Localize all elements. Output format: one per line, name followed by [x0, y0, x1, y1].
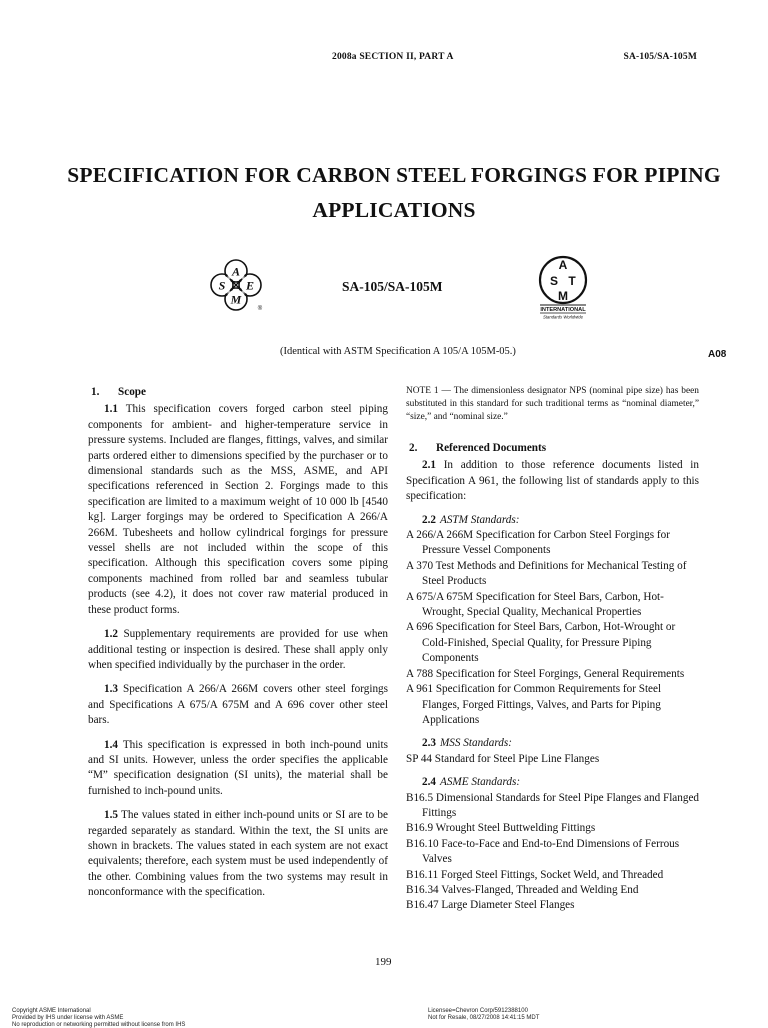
section-number: 2.	[409, 442, 418, 454]
paragraph-text: Supplementary requirements are provided for use when additional testing or inspection is desired. These shall apply only when specified individually by the purchaser in the order.	[88, 628, 388, 671]
subheading-title: ASME Standards:	[439, 776, 521, 789]
subheading-astm-standards	[406, 513, 699, 528]
reference-item: B16.47 Large Diameter Steel Flanges	[406, 899, 575, 912]
astm-tagline: Standards Worldwide	[543, 314, 583, 320]
astm-logo-letter: S	[549, 274, 559, 288]
footer-line: No reproduction or networking permitted without license from IHS	[12, 1021, 186, 1028]
asme-logo-letter: S	[218, 278, 226, 293]
document-title: SPECIFICATION FOR CARBON STEEL FORGINGS FOR PIPING APPLICATIONS	[67, 163, 721, 222]
registered-mark: ®	[257, 306, 263, 312]
paragraph-text: This specification is expressed in both inch-pound units and SI units. However, unless the order specifies the applicable “M” specification designation (SI units), the material shall be furnished to inch-pound units.	[88, 738, 388, 797]
reference-item: B16.11 Forged Steel Fittings, Socket Weld, and Threaded	[406, 868, 664, 881]
paragraph-number: 1.1	[104, 403, 118, 416]
asme-logo-letter: M	[230, 292, 242, 307]
subheading-mss-standards	[406, 736, 699, 751]
asme-logo-icon	[208, 257, 264, 313]
astm-logo-icon	[536, 255, 590, 321]
paragraph-text: This specification covers forged carbon steel piping components for ambient- and higher-temperature service in pressure systems. Included are flanges, fittings, valves, and similar parts ordered either to dimensions specified by the purchaser or to dimensional standards such as the MSS, ASME, and API specifications referenced in Section 2. Forgings made to this specification are limited to a maximum weight of 10 000 lb [4540 kg]. Larger forgings may be ordered to Specification A 266/A 266M. Tubesheets and hollow cylindrical forgings for pressure vessel shells are not included within the scope of this specification. Although this specification covers some piping components machined from rolled bar and seamless tubular products (see 4.2), it does not cover raw material produced in these product forms.	[88, 403, 388, 616]
section-title: Referenced Documents	[436, 442, 547, 454]
paragraph-1-3	[88, 682, 388, 728]
revision-mark: A08	[708, 349, 727, 360]
paragraph-number: 2.4	[422, 776, 436, 789]
footer-line: Copyright ASME International	[12, 1008, 91, 1014]
identical-with-note: (Identical with ASTM Specification A 105/A 105M-05.)	[280, 346, 516, 357]
paragraph-number: 2.3	[422, 737, 436, 750]
astm-logo-letter: M	[558, 289, 568, 303]
reference-item: B16.5 Dimensional Standards for Steel Pipe Flanges and Flanged Fittings	[406, 791, 700, 819]
reference-item: A 696 Specification for Steel Bars, Carbon, Hot-Wrought or Cold-Finished, Special Quality, for Pressure Piping Components	[406, 621, 676, 665]
designation: SA-105/SA-105M	[342, 279, 443, 294]
footer-line: Licensee=Chevron Corp/5912388100	[428, 1008, 528, 1014]
reference-item: SP 44 Standard for Steel Pipe Line Flanges	[406, 752, 600, 765]
reference-item: B16.9 Wrought Steel Buttwelding Fittings	[406, 822, 596, 835]
footer-line: Provided by IHS under license with ASME	[12, 1014, 124, 1021]
asme-logo-letter: E	[245, 278, 255, 293]
section-heading-scope	[91, 385, 388, 400]
paragraph-text: Specification A 266/A 266M covers other steel forgings and Specifications A 675/A 675M and A 696 cover other steel bars.	[88, 683, 389, 727]
paragraph-1-2	[88, 627, 388, 673]
reference-item: A 675/A 675M Specification for Steel Bars, Carbon, Hot-Wrought, Special Quality, Mechanical Properties	[406, 590, 664, 619]
note-1: NOTE 1 — The dimensionless designator NPS (nominal pipe size) has been substituted in this standard for such traditional terms as “nominal diameter,” “size,” and “nominal size.”	[406, 386, 699, 422]
paragraph-number: 1.2	[104, 628, 118, 641]
astm-caption: INTERNATIONAL	[540, 307, 586, 313]
paragraph-1-1	[88, 402, 388, 618]
paragraph-number: 1.5	[104, 809, 118, 822]
page-number: 199	[375, 956, 392, 968]
reference-item: A 961 Specification for Common Requirements for Steel Flanges, Forged Fittings, Valves, and Parts for Piping Applications	[406, 683, 662, 726]
left-column	[88, 385, 388, 910]
footer-copyright	[12, 1008, 185, 1028]
reference-item: A 370 Test Methods and Definitions for Mechanical Testing of Steel Products	[406, 559, 687, 588]
subheading-title: ASTM Standards:	[439, 513, 520, 526]
subheading-asme-standards	[406, 775, 699, 790]
paragraph-text: The values stated in either inch-pound units or SI are to be regarded separately as standard. Within the text, the SI units are shown in brackets. The values stated in each system are not exact equivalents; therefore, each system must be used independently of the other. Combining values from the two systems may result in nonconformance with the specification.	[88, 809, 388, 899]
paragraph-number: 1.4	[104, 738, 118, 751]
paragraph-2-1	[406, 458, 699, 504]
footer-licensee	[428, 1008, 539, 1022]
running-header-left: 2008a SECTION II, PART A	[332, 52, 454, 62]
astm-logo-letter: T	[568, 274, 576, 288]
section-title: Scope	[118, 386, 146, 398]
reference-item: A 266/A 266M Specification for Carbon Steel Forgings for Pressure Vessel Components	[406, 529, 670, 557]
section-heading-referenced-documents	[409, 441, 699, 456]
asme-reference-list	[406, 791, 699, 914]
reference-item: A 788 Specification for Steel Forgings, General Requirements	[406, 667, 685, 680]
subheading-title: MSS Standards:	[439, 737, 512, 750]
paragraph-number: 2.2	[422, 513, 436, 526]
paragraph-1-5	[88, 808, 388, 900]
reference-item: B16.10 Face-to-Face and End-to-End Dimensions of Ferrous Valves	[406, 837, 680, 866]
astm-logo-letter: A	[558, 258, 568, 272]
asme-logo-letter: A	[231, 264, 241, 279]
mss-reference-list	[406, 752, 699, 767]
right-column	[406, 385, 699, 914]
paragraph-text: In addition to those reference documents listed in Specification A 961, the following list of standards apply to this specification:	[406, 459, 700, 503]
astm-reference-list	[406, 528, 699, 728]
paragraph-number: 2.1	[422, 459, 436, 472]
paragraph-1-4	[88, 738, 388, 800]
section-number: 1.	[91, 386, 100, 398]
running-header-right: SA-105/SA-105M	[623, 52, 697, 62]
paragraph-number: 1.3	[104, 683, 118, 696]
reference-item: B16.34 Valves-Flanged, Threaded and Welding End	[406, 883, 639, 896]
footer-line: Not for Resale, 08/27/2008 14:41:15 MDT	[428, 1014, 540, 1021]
